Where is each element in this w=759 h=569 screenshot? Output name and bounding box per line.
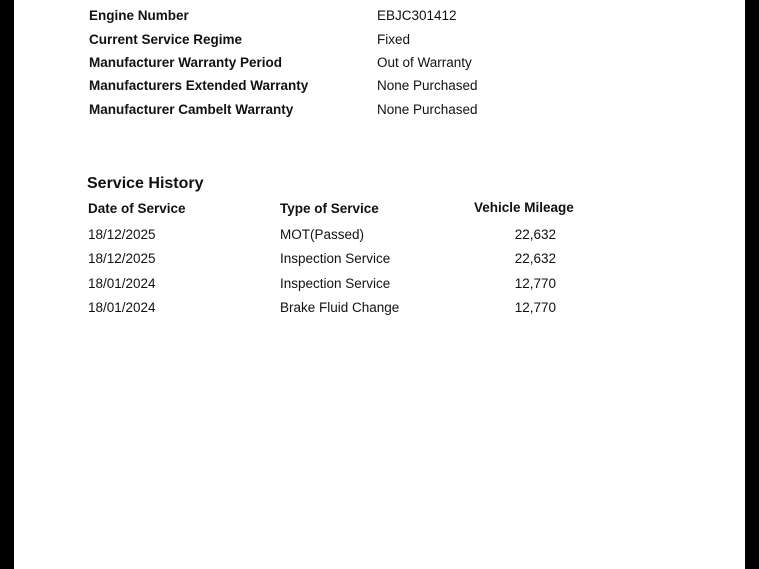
column-header-mileage: Vehicle Mileage [474, 200, 574, 215]
info-label: Engine Number [89, 8, 189, 23]
info-row-extended-warranty [89, 78, 709, 98]
info-value: EBJC301412 [377, 8, 457, 23]
info-value: Out of Warranty [377, 55, 472, 70]
service-type: Inspection Service [280, 251, 391, 266]
service-date: 18/12/2025 [88, 251, 156, 266]
page-edge-border [745, 0, 759, 569]
service-type: Inspection Service [280, 276, 391, 291]
service-history-title: Service History [87, 175, 204, 192]
info-row-warranty-period [89, 55, 709, 75]
info-value: None Purchased [377, 78, 478, 93]
info-label: Current Service Regime [89, 32, 243, 47]
service-date: 18/01/2024 [88, 276, 156, 291]
info-label: Manufacturers Extended Warranty [89, 78, 309, 93]
info-row-engine-number [89, 8, 709, 28]
service-mileage: 22,632 [514, 251, 556, 266]
service-mileage: 12,770 [514, 300, 556, 315]
table-row [88, 227, 648, 247]
service-date: 18/01/2024 [88, 300, 156, 315]
column-header-date: Date of Service [88, 201, 186, 216]
table-row [88, 251, 648, 271]
table-row [88, 276, 648, 296]
table-row [88, 300, 648, 320]
info-label: Manufacturer Warranty Period [89, 55, 283, 70]
document-page [14, 0, 745, 569]
info-row-service-regime [89, 32, 709, 52]
service-date: 18/12/2025 [88, 227, 156, 242]
service-type: MOT(Passed) [280, 227, 365, 242]
info-row-cambelt-warranty [89, 102, 709, 122]
info-value: None Purchased [377, 102, 478, 117]
service-mileage: 12,770 [514, 276, 556, 291]
column-header-type: Type of Service [280, 201, 379, 216]
service-mileage: 22,632 [514, 227, 556, 242]
info-label: Manufacturer Cambelt Warranty [89, 102, 294, 117]
info-value: Fixed [377, 32, 411, 47]
service-type: Brake Fluid Change [280, 300, 400, 315]
